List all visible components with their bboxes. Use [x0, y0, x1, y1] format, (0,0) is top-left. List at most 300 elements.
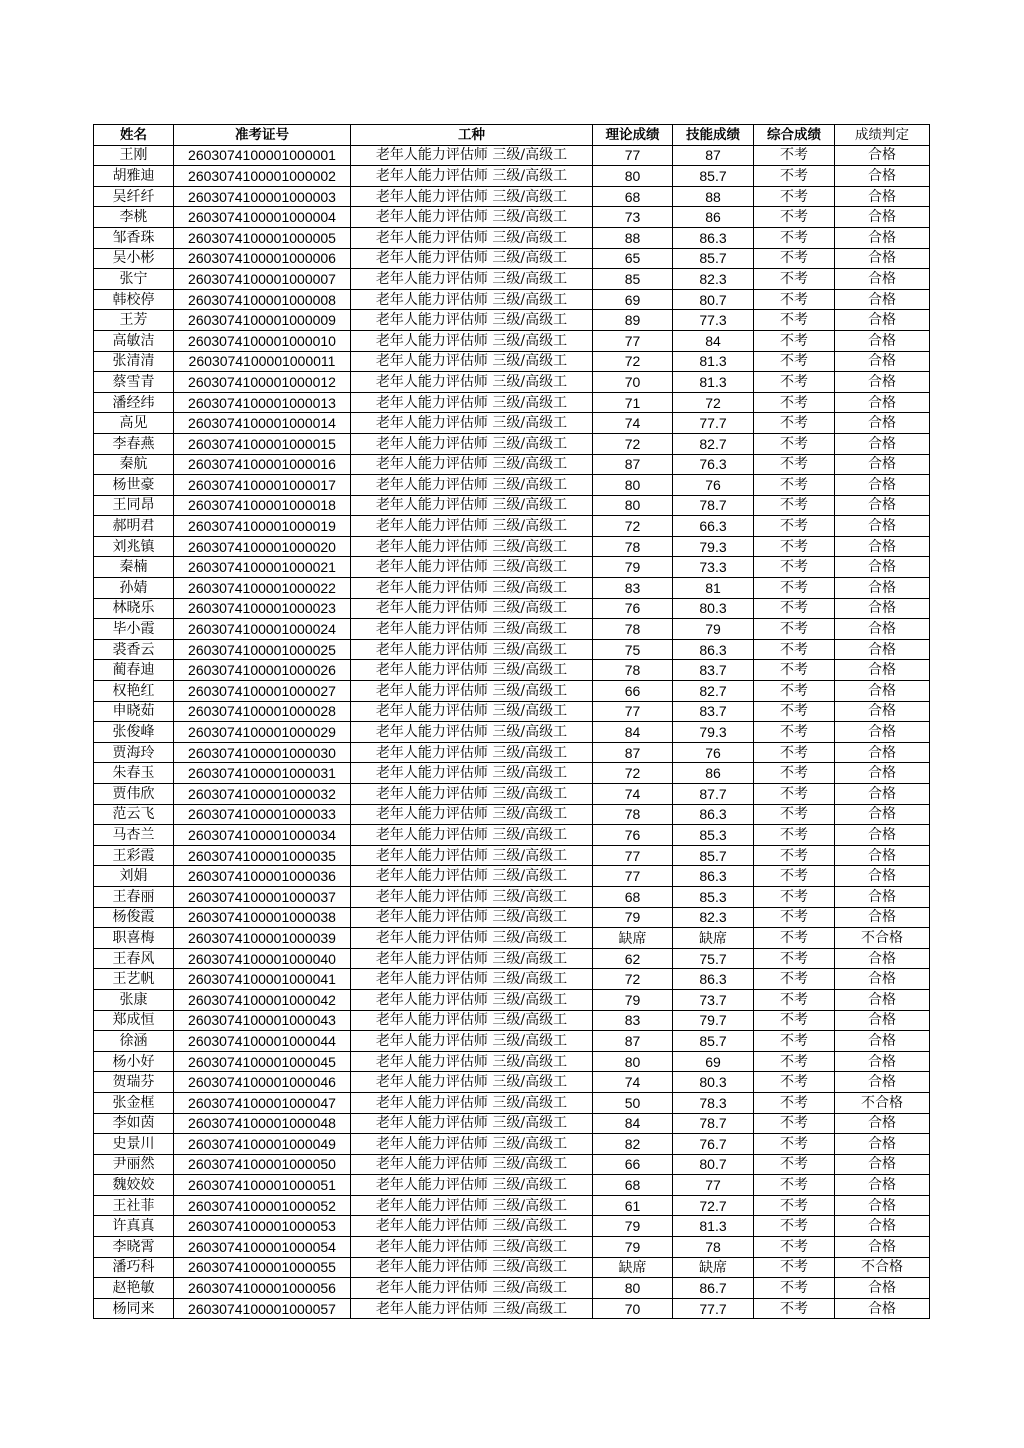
cell-result: 合格 [835, 845, 930, 866]
cell-exam-id: 2603074100001000013 [174, 392, 351, 413]
table-row [94, 681, 930, 702]
cell-theory-score: 79 [593, 907, 673, 928]
cell-skill-score: 76.3 [673, 454, 754, 475]
table-row [94, 1092, 930, 1113]
cell-theory-score: 缺席 [593, 928, 673, 949]
cell-name: 徐涵 [94, 1031, 174, 1052]
cell-result: 不合格 [835, 1257, 930, 1278]
cell-name: 刘兆镇 [94, 536, 174, 557]
cell-skill-score: 86.7 [673, 1278, 754, 1299]
cell-theory-score: 79 [593, 989, 673, 1010]
cell-exam-id: 2603074100001000010 [174, 330, 351, 351]
cell-exam-id: 2603074100001000020 [174, 536, 351, 557]
cell-theory-score: 62 [593, 948, 673, 969]
cell-composite-score: 不考 [754, 351, 835, 372]
table-row [94, 186, 930, 207]
cell-theory-score: 79 [593, 1216, 673, 1237]
cell-composite-score: 不考 [754, 1257, 835, 1278]
cell-result: 合格 [835, 351, 930, 372]
table-row [94, 784, 930, 805]
cell-composite-score: 不考 [754, 186, 835, 207]
cell-job: 老年人能力评估师 三级/高级工 [351, 433, 593, 454]
cell-exam-id: 2603074100001000051 [174, 1175, 351, 1196]
table-row [94, 330, 930, 351]
score-table [93, 124, 930, 1319]
cell-name: 李晓霄 [94, 1237, 174, 1258]
cell-result: 合格 [835, 619, 930, 640]
cell-theory-score: 77 [593, 330, 673, 351]
cell-exam-id: 2603074100001000005 [174, 227, 351, 248]
cell-job: 老年人能力评估师 三级/高级工 [351, 310, 593, 331]
cell-result: 合格 [835, 1216, 930, 1237]
cell-skill-score: 85.3 [673, 886, 754, 907]
cell-skill-score: 77.7 [673, 1298, 754, 1319]
cell-skill-score: 78.7 [673, 495, 754, 516]
table-row [94, 742, 930, 763]
cell-theory-score: 72 [593, 763, 673, 784]
cell-skill-score: 86.3 [673, 639, 754, 660]
table-row [94, 578, 930, 599]
cell-job: 老年人能力评估师 三级/高级工 [351, 907, 593, 928]
cell-job: 老年人能力评估师 三级/高级工 [351, 619, 593, 640]
cell-composite-score: 不考 [754, 1278, 835, 1299]
cell-composite-score: 不考 [754, 1051, 835, 1072]
cell-name: 杨俊霞 [94, 907, 174, 928]
cell-job: 老年人能力评估师 三级/高级工 [351, 784, 593, 805]
cell-theory-score: 74 [593, 1072, 673, 1093]
table-row [94, 433, 930, 454]
cell-job: 老年人能力评估师 三级/高级工 [351, 557, 593, 578]
cell-job: 老年人能力评估师 三级/高级工 [351, 372, 593, 393]
cell-job: 老年人能力评估师 三级/高级工 [351, 248, 593, 269]
cell-name: 蔺春迪 [94, 660, 174, 681]
cell-job: 老年人能力评估师 三级/高级工 [351, 1051, 593, 1072]
cell-result: 合格 [835, 145, 930, 166]
cell-theory-score: 77 [593, 866, 673, 887]
cell-theory-score: 68 [593, 186, 673, 207]
table-row [94, 1278, 930, 1299]
cell-name: 贾伟欣 [94, 784, 174, 805]
cell-result: 合格 [835, 763, 930, 784]
cell-result: 合格 [835, 1154, 930, 1175]
cell-theory-score: 80 [593, 1051, 673, 1072]
table-row [94, 1257, 930, 1278]
cell-job: 老年人能力评估师 三级/高级工 [351, 1072, 593, 1093]
cell-job: 老年人能力评估师 三级/高级工 [351, 1257, 593, 1278]
cell-skill-score: 88 [673, 186, 754, 207]
cell-result: 合格 [835, 495, 930, 516]
cell-name: 李桃 [94, 207, 174, 228]
cell-job: 老年人能力评估师 三级/高级工 [351, 660, 593, 681]
cell-job: 老年人能力评估师 三级/高级工 [351, 454, 593, 475]
cell-theory-score: 72 [593, 433, 673, 454]
cell-skill-score: 77 [673, 1175, 754, 1196]
cell-skill-score: 80.3 [673, 598, 754, 619]
cell-skill-score: 80.3 [673, 1072, 754, 1093]
cell-exam-id: 2603074100001000025 [174, 639, 351, 660]
cell-result: 合格 [835, 578, 930, 599]
cell-job: 老年人能力评估师 三级/高级工 [351, 1175, 593, 1196]
cell-exam-id: 2603074100001000024 [174, 619, 351, 640]
cell-result: 合格 [835, 433, 930, 454]
header-name: 姓名 [94, 125, 174, 146]
cell-name: 杨同来 [94, 1298, 174, 1319]
cell-result: 合格 [835, 989, 930, 1010]
cell-composite-score: 不考 [754, 536, 835, 557]
cell-exam-id: 2603074100001000027 [174, 681, 351, 702]
cell-name: 权艳红 [94, 681, 174, 702]
cell-theory-score: 68 [593, 886, 673, 907]
cell-exam-id: 2603074100001000045 [174, 1051, 351, 1072]
cell-job: 老年人能力评估师 三级/高级工 [351, 207, 593, 228]
table-row [94, 825, 930, 846]
table-row [94, 248, 930, 269]
table-row [94, 866, 930, 887]
cell-exam-id: 2603074100001000014 [174, 413, 351, 434]
cell-theory-score: 72 [593, 351, 673, 372]
header-theory-score: 理论成绩 [593, 125, 673, 146]
header-job: 工种 [351, 125, 593, 146]
cell-composite-score: 不考 [754, 1072, 835, 1093]
cell-job: 老年人能力评估师 三级/高级工 [351, 928, 593, 949]
cell-result: 不合格 [835, 928, 930, 949]
cell-exam-id: 2603074100001000049 [174, 1134, 351, 1155]
cell-name: 蔡雪青 [94, 372, 174, 393]
cell-composite-score: 不考 [754, 1010, 835, 1031]
table-row [94, 227, 930, 248]
cell-exam-id: 2603074100001000019 [174, 516, 351, 537]
cell-result: 合格 [835, 454, 930, 475]
cell-result: 合格 [835, 701, 930, 722]
cell-name: 史景川 [94, 1134, 174, 1155]
cell-skill-score: 80.7 [673, 289, 754, 310]
cell-result: 合格 [835, 1072, 930, 1093]
cell-skill-score: 86 [673, 207, 754, 228]
cell-composite-score: 不考 [754, 845, 835, 866]
cell-result: 合格 [835, 1031, 930, 1052]
cell-composite-score: 不考 [754, 1134, 835, 1155]
cell-exam-id: 2603074100001000047 [174, 1092, 351, 1113]
cell-skill-score: 77.3 [673, 310, 754, 331]
cell-name: 申晓茹 [94, 701, 174, 722]
cell-job: 老年人能力评估师 三级/高级工 [351, 681, 593, 702]
cell-composite-score: 不考 [754, 886, 835, 907]
table-row [94, 989, 930, 1010]
cell-composite-score: 不考 [754, 784, 835, 805]
cell-job: 老年人能力评估师 三级/高级工 [351, 1031, 593, 1052]
cell-composite-score: 不考 [754, 516, 835, 537]
cell-result: 合格 [835, 475, 930, 496]
cell-composite-score: 不考 [754, 1175, 835, 1196]
cell-exam-id: 2603074100001000042 [174, 989, 351, 1010]
cell-exam-id: 2603074100001000029 [174, 722, 351, 743]
cell-result: 合格 [835, 886, 930, 907]
table-row [94, 845, 930, 866]
header-exam-id: 准考证号 [174, 125, 351, 146]
cell-exam-id: 2603074100001000023 [174, 598, 351, 619]
cell-name: 裘香云 [94, 639, 174, 660]
cell-exam-id: 2603074100001000028 [174, 701, 351, 722]
cell-theory-score: 84 [593, 722, 673, 743]
table-row [94, 804, 930, 825]
cell-skill-score: 79.3 [673, 536, 754, 557]
cell-result: 合格 [835, 1113, 930, 1134]
cell-name: 职喜梅 [94, 928, 174, 949]
cell-job: 老年人能力评估师 三级/高级工 [351, 289, 593, 310]
table-row [94, 1113, 930, 1134]
cell-theory-score: 77 [593, 145, 673, 166]
cell-skill-score: 86.3 [673, 969, 754, 990]
cell-job: 老年人能力评估师 三级/高级工 [351, 330, 593, 351]
cell-theory-score: 87 [593, 742, 673, 763]
cell-exam-id: 2603074100001000040 [174, 948, 351, 969]
cell-name: 魏姣姣 [94, 1175, 174, 1196]
cell-skill-score: 73.3 [673, 557, 754, 578]
table-row [94, 516, 930, 537]
cell-exam-id: 2603074100001000002 [174, 166, 351, 187]
cell-skill-score: 72 [673, 392, 754, 413]
cell-skill-score: 86.3 [673, 866, 754, 887]
cell-theory-score: 84 [593, 1113, 673, 1134]
cell-composite-score: 不考 [754, 928, 835, 949]
cell-job: 老年人能力评估师 三级/高级工 [351, 969, 593, 990]
cell-theory-score: 75 [593, 639, 673, 660]
cell-skill-score: 78.7 [673, 1113, 754, 1134]
table-row [94, 372, 930, 393]
cell-skill-score: 77.7 [673, 413, 754, 434]
cell-skill-score: 85.7 [673, 248, 754, 269]
cell-result: 合格 [835, 1278, 930, 1299]
cell-job: 老年人能力评估师 三级/高级工 [351, 1010, 593, 1031]
cell-exam-id: 2603074100001000056 [174, 1278, 351, 1299]
cell-composite-score: 不考 [754, 804, 835, 825]
cell-theory-score: 66 [593, 1154, 673, 1175]
cell-result: 合格 [835, 557, 930, 578]
cell-skill-score: 75.7 [673, 948, 754, 969]
cell-job: 老年人能力评估师 三级/高级工 [351, 598, 593, 619]
cell-name: 张金框 [94, 1092, 174, 1113]
cell-result: 合格 [835, 289, 930, 310]
cell-theory-score: 71 [593, 392, 673, 413]
table-row [94, 1010, 930, 1031]
cell-skill-score: 78 [673, 1237, 754, 1258]
cell-name: 吴小彬 [94, 248, 174, 269]
cell-exam-id: 2603074100001000031 [174, 763, 351, 784]
cell-result: 合格 [835, 413, 930, 434]
cell-exam-id: 2603074100001000039 [174, 928, 351, 949]
table-body [94, 145, 930, 1319]
cell-composite-score: 不考 [754, 722, 835, 743]
cell-name: 邹香珠 [94, 227, 174, 248]
cell-exam-id: 2603074100001000035 [174, 845, 351, 866]
cell-theory-score: 缺席 [593, 1257, 673, 1278]
cell-exam-id: 2603074100001000053 [174, 1216, 351, 1237]
cell-theory-score: 73 [593, 207, 673, 228]
cell-skill-score: 86.3 [673, 804, 754, 825]
cell-composite-score: 不考 [754, 392, 835, 413]
table-row [94, 722, 930, 743]
cell-job: 老年人能力评估师 三级/高级工 [351, 1216, 593, 1237]
cell-theory-score: 80 [593, 495, 673, 516]
cell-theory-score: 72 [593, 969, 673, 990]
cell-exam-id: 2603074100001000038 [174, 907, 351, 928]
cell-exam-id: 2603074100001000001 [174, 145, 351, 166]
cell-exam-id: 2603074100001000004 [174, 207, 351, 228]
cell-job: 老年人能力评估师 三级/高级工 [351, 701, 593, 722]
cell-exam-id: 2603074100001000011 [174, 351, 351, 372]
table-row [94, 1175, 930, 1196]
cell-composite-score: 不考 [754, 969, 835, 990]
cell-theory-score: 77 [593, 701, 673, 722]
cell-skill-score: 81.3 [673, 1216, 754, 1237]
cell-result: 合格 [835, 372, 930, 393]
cell-exam-id: 2603074100001000052 [174, 1195, 351, 1216]
table-row [94, 1237, 930, 1258]
cell-composite-score: 不考 [754, 1113, 835, 1134]
cell-job: 老年人能力评估师 三级/高级工 [351, 392, 593, 413]
cell-theory-score: 61 [593, 1195, 673, 1216]
table-row [94, 454, 930, 475]
cell-exam-id: 2603074100001000043 [174, 1010, 351, 1031]
cell-job: 老年人能力评估师 三级/高级工 [351, 886, 593, 907]
cell-exam-id: 2603074100001000015 [174, 433, 351, 454]
table-row [94, 948, 930, 969]
cell-composite-score: 不考 [754, 289, 835, 310]
cell-composite-score: 不考 [754, 207, 835, 228]
cell-result: 合格 [835, 248, 930, 269]
cell-job: 老年人能力评估师 三级/高级工 [351, 1154, 593, 1175]
cell-result: 合格 [835, 784, 930, 805]
cell-name: 王春风 [94, 948, 174, 969]
cell-skill-score: 80.7 [673, 1154, 754, 1175]
cell-theory-score: 66 [593, 681, 673, 702]
cell-name: 韩校停 [94, 289, 174, 310]
cell-name: 秦航 [94, 454, 174, 475]
cell-result: 合格 [835, 269, 930, 290]
cell-composite-score: 不考 [754, 660, 835, 681]
table-row [94, 1216, 930, 1237]
cell-job: 老年人能力评估师 三级/高级工 [351, 578, 593, 599]
cell-skill-score: 79 [673, 619, 754, 640]
cell-exam-id: 2603074100001000041 [174, 969, 351, 990]
cell-skill-score: 78.3 [673, 1092, 754, 1113]
cell-result: 合格 [835, 1134, 930, 1155]
cell-composite-score: 不考 [754, 866, 835, 887]
cell-job: 老年人能力评估师 三级/高级工 [351, 1237, 593, 1258]
cell-job: 老年人能力评估师 三级/高级工 [351, 845, 593, 866]
cell-job: 老年人能力评估师 三级/高级工 [351, 536, 593, 557]
cell-skill-score: 76 [673, 475, 754, 496]
table-row [94, 886, 930, 907]
table-row [94, 969, 930, 990]
cell-result: 合格 [835, 310, 930, 331]
cell-job: 老年人能力评估师 三级/高级工 [351, 1113, 593, 1134]
cell-skill-score: 76 [673, 742, 754, 763]
cell-exam-id: 2603074100001000017 [174, 475, 351, 496]
cell-job: 老年人能力评估师 三级/高级工 [351, 269, 593, 290]
cell-theory-score: 72 [593, 516, 673, 537]
cell-job: 老年人能力评估师 三级/高级工 [351, 495, 593, 516]
cell-name: 高见 [94, 413, 174, 434]
cell-skill-score: 79.7 [673, 1010, 754, 1031]
cell-job: 老年人能力评估师 三级/高级工 [351, 948, 593, 969]
cell-composite-score: 不考 [754, 1031, 835, 1052]
table-row [94, 639, 930, 660]
cell-job: 老年人能力评估师 三级/高级工 [351, 186, 593, 207]
cell-theory-score: 78 [593, 619, 673, 640]
cell-exam-id: 2603074100001000012 [174, 372, 351, 393]
table-row [94, 1154, 930, 1175]
cell-skill-score: 83.7 [673, 660, 754, 681]
table-row [94, 619, 930, 640]
cell-composite-score: 不考 [754, 1154, 835, 1175]
cell-exam-id: 2603074100001000003 [174, 186, 351, 207]
table-row [94, 269, 930, 290]
cell-name: 郝明君 [94, 516, 174, 537]
cell-result: 合格 [835, 825, 930, 846]
cell-composite-score: 不考 [754, 681, 835, 702]
cell-composite-score: 不考 [754, 989, 835, 1010]
cell-result: 合格 [835, 227, 930, 248]
cell-theory-score: 87 [593, 454, 673, 475]
cell-skill-score: 81 [673, 578, 754, 599]
table-row [94, 413, 930, 434]
cell-result: 合格 [835, 536, 930, 557]
cell-skill-score: 69 [673, 1051, 754, 1072]
cell-name: 张清清 [94, 351, 174, 372]
cell-theory-score: 89 [593, 310, 673, 331]
cell-exam-id: 2603074100001000055 [174, 1257, 351, 1278]
cell-job: 老年人能力评估师 三级/高级工 [351, 1092, 593, 1113]
header-skill-score: 技能成绩 [673, 125, 754, 146]
cell-result: 合格 [835, 598, 930, 619]
cell-composite-score: 不考 [754, 1216, 835, 1237]
cell-exam-id: 2603074100001000006 [174, 248, 351, 269]
cell-theory-score: 83 [593, 578, 673, 599]
table-row [94, 1298, 930, 1319]
cell-composite-score: 不考 [754, 475, 835, 496]
cell-job: 老年人能力评估师 三级/高级工 [351, 742, 593, 763]
cell-skill-score: 76.7 [673, 1134, 754, 1155]
table-row [94, 1051, 930, 1072]
cell-theory-score: 76 [593, 825, 673, 846]
cell-exam-id: 2603074100001000009 [174, 310, 351, 331]
cell-composite-score: 不考 [754, 1092, 835, 1113]
cell-name: 秦楠 [94, 557, 174, 578]
cell-exam-id: 2603074100001000036 [174, 866, 351, 887]
table-row [94, 1072, 930, 1093]
cell-composite-score: 不考 [754, 598, 835, 619]
header-composite-score: 综合成绩 [754, 125, 835, 146]
cell-name: 李如茵 [94, 1113, 174, 1134]
cell-theory-score: 50 [593, 1092, 673, 1113]
table-row [94, 557, 930, 578]
cell-exam-id: 2603074100001000008 [174, 289, 351, 310]
table-row [94, 145, 930, 166]
table-row [94, 907, 930, 928]
table-row [94, 701, 930, 722]
cell-theory-score: 79 [593, 1237, 673, 1258]
cell-exam-id: 2603074100001000048 [174, 1113, 351, 1134]
cell-theory-score: 85 [593, 269, 673, 290]
cell-composite-score: 不考 [754, 413, 835, 434]
cell-exam-id: 2603074100001000016 [174, 454, 351, 475]
table-row [94, 536, 930, 557]
cell-skill-score: 85.3 [673, 825, 754, 846]
cell-skill-score: 73.7 [673, 989, 754, 1010]
cell-name: 李春燕 [94, 433, 174, 454]
cell-exam-id: 2603074100001000046 [174, 1072, 351, 1093]
